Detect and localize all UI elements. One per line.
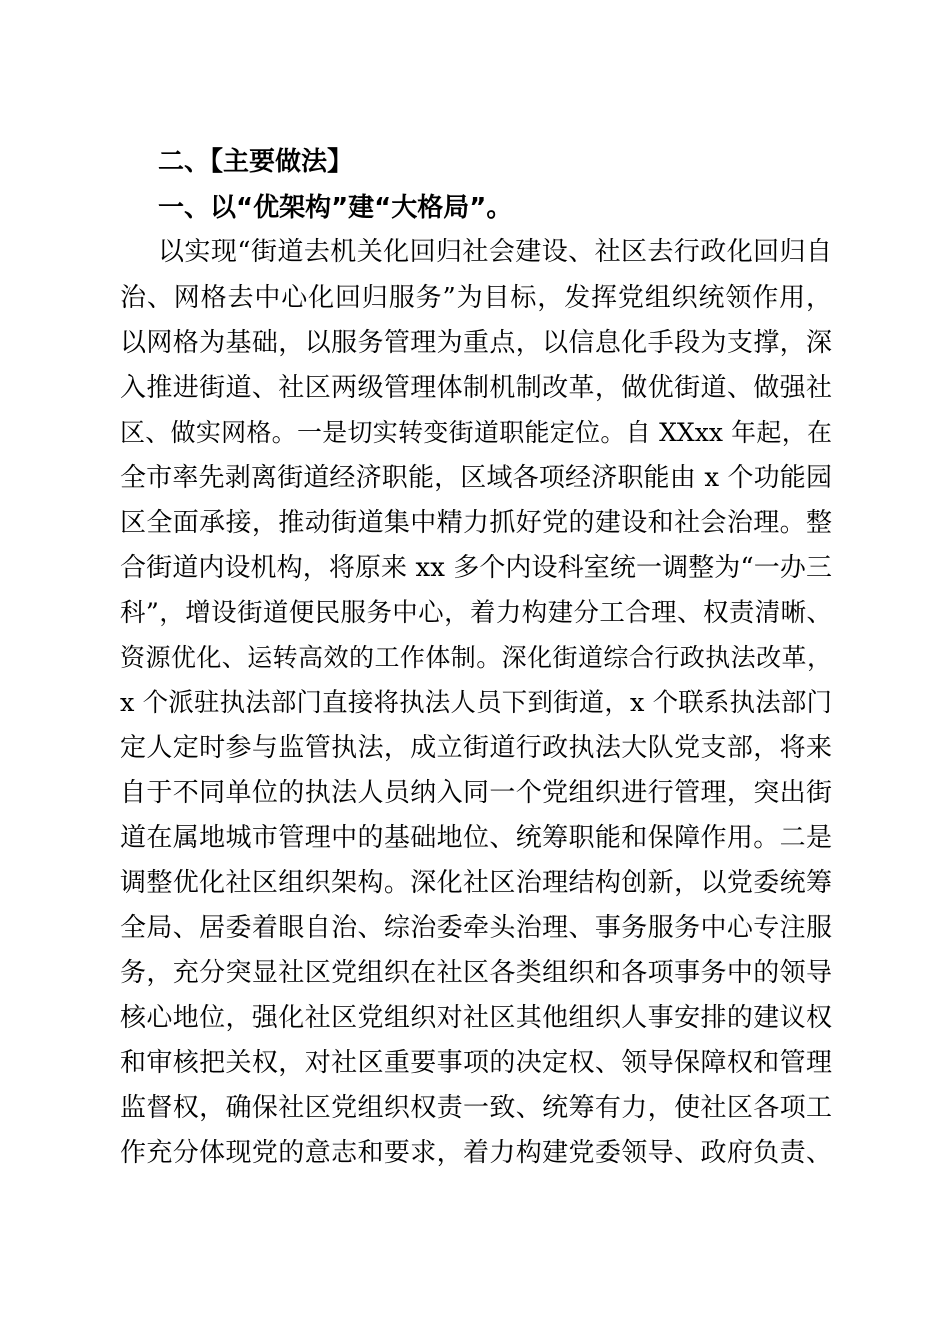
paragraph-line: 全局、居委着眼自治、综治委牵头治理、事务服务中心专注服 — [120, 913, 832, 943]
paragraph-line: 道在属地城市管理中的基础地位、统筹职能和保障作用。二是 — [120, 823, 832, 853]
paragraph-line: 全市率先剥离街道经济职能，区域各项经济职能由 x 个功能园 — [120, 463, 832, 493]
paragraph-line: 以网格为基础，以服务管理为重点，以信息化手段为支撑，深 — [120, 328, 832, 358]
paragraph-line: 监督权，确保社区党组织权责一致、统筹有力，使社区各项工 — [120, 1093, 832, 1123]
paragraph-line: 科”，增设街道便民服务中心，着力构建分工合理、权责清晰、 — [120, 598, 832, 628]
paragraph-line: x 个派驻执法部门直接将执法人员下到街道，x 个联系执法部门 — [120, 688, 832, 718]
paragraph-line: 自于不同单位的执法人员纳入同一个党组织进行管理，突出街 — [120, 778, 832, 808]
section-heading: 二、【主要做法】 — [158, 147, 354, 177]
paragraph-line: 调整优化社区组织架构。深化社区治理结构创新，以党委统筹 — [120, 868, 832, 898]
subsection-heading: 一、以“优架构”建“大格局”。 — [158, 193, 513, 223]
paragraph-line: 作充分体现党的意志和要求，着力构建党委领导、政府负责、 — [120, 1138, 832, 1168]
paragraph-line: 区、做实网格。一是切实转变街道职能定位。自 XXxx 年起，在 — [120, 418, 832, 447]
paragraph-line: 入推进街道、社区两级管理体制机制改革，做优街道、做强社 — [120, 373, 832, 403]
paragraph-line: 合街道内设机构，将原来 xx 多个内设科室统一调整为“一办三 — [120, 553, 832, 583]
paragraph-line: 定人定时参与监管执法，成立街道行政执法大队党支部，将来 — [120, 733, 832, 763]
paragraph-line: 务，充分突显社区党组织在社区各类组织和各项事务中的领导 — [120, 958, 832, 988]
paragraph-line: 区全面承接，推动街道集中精力抓好党的建设和社会治理。整 — [120, 508, 832, 538]
paragraph-line: 治、网格去中心化回归服务”为目标，发挥党组织统领作用， — [120, 283, 832, 313]
paragraph-line: 资源优化、运转高效的工作体制。深化街道综合行政执法改革， — [120, 643, 832, 672]
paragraph-line: 核心地位，强化社区党组织对社区其他组织人事安排的建议权 — [120, 1003, 832, 1033]
paragraph-line: 以实现“街道去机关化回归社会建设、社区去行政化回归自 — [158, 237, 832, 267]
paragraph-line: 和审核把关权，对社区重要事项的决定权、领导保障权和管理 — [120, 1048, 832, 1078]
